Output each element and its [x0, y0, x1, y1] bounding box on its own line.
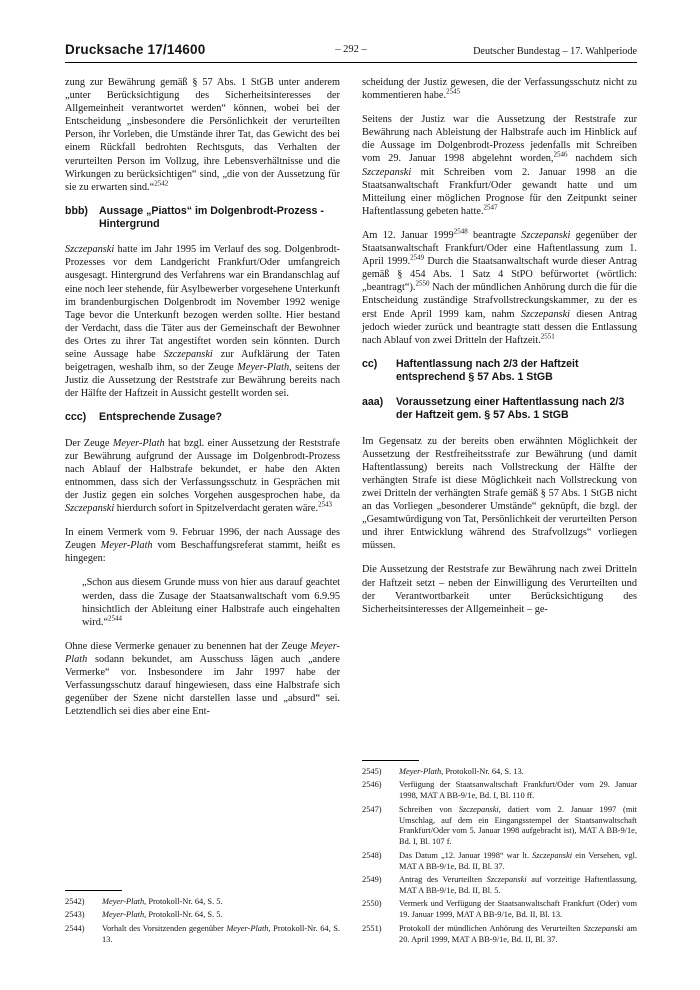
text-run: Protokoll der mündlichen Anhörung des Verurteilten: [399, 923, 584, 933]
footnote-ref: 2550: [415, 279, 430, 288]
text-run: Seitens der Justiz war die Aussetzung der Reststrafe zur Bewährung nach Ableistung der Halbstrafe auch im Hinblick auf die Aussage im Dolgenbrodt-Prozess jedenfalls mit Schreiben vom 29. Januar 1998 abgelehnt worden,: [362, 114, 637, 165]
text-run: Antrag des Verurteilten: [399, 875, 487, 885]
heading-text: [99, 411, 340, 424]
footnote-text: [399, 875, 637, 897]
text-run: Durch die Staatsanwaltschaft wurde dieser Antrag gemäß § 454 Abs. 1 Satz 4 StPO befürwortet (wörtlich: „beantragt“).: [362, 256, 637, 294]
section-heading: [362, 396, 637, 422]
footnote: [65, 924, 340, 946]
footnote-number: 2550): [362, 899, 382, 909]
text-run: Die Aussetzung der Reststrafe zur Bewährung nach zwei Dritteln der Haftzeit setzt – neben der Einwilligung des Verurteilten und der Verantwortbarkeit unter Berücksichtigung des Sicherheitsinteresses der Allgemeinheit – ge-: [362, 564, 637, 615]
footnote-text: [399, 899, 637, 921]
footnote: [362, 767, 637, 778]
text-run: , Protokoll-Nr. 64, S. 5.: [144, 910, 223, 920]
text-run: Ohne diese Vermerke genauer zu benennen hat der Zeuge: [65, 640, 311, 652]
text-run: vom Beschaffungsreferat stammt, heißt es hingegen:: [65, 540, 341, 565]
italic-text: Meyer-Plath: [100, 540, 153, 552]
left-column: [65, 76, 340, 948]
text-run: hat bzgl. einer Aussetzung der Reststrafe zur Bewährung aufgrund der Aussage im Dolgenbrodt-Prozess nach Ablauf der Halbstrafe bekundet, er habe den Akten entnommen, dass sich der Verfassungsschutz in Gesprächen mit der Justiz gegen ein solches Vorgehen ausgesprochen habe, da: [65, 437, 341, 501]
two-column-body: [65, 63, 637, 948]
footnote-number: 2548): [362, 850, 382, 860]
footnote-number: 2544): [65, 923, 85, 933]
italic-text: Szczepanski: [532, 850, 573, 860]
paragraph: [65, 640, 340, 719]
right-footnote-list: [362, 767, 637, 946]
footnote-ref: 2548: [453, 227, 468, 236]
text-run: Das Datum „12. Januar 1998“ war lt.: [399, 850, 533, 860]
text-run: Vorhalt des Vorsitzenden gegenüber: [102, 923, 227, 933]
paragraph: [65, 76, 340, 194]
italic-text: Meyer-Plath: [112, 437, 165, 449]
footnote: [362, 924, 637, 946]
text-run: , datiert vom 2. Januar 1997 (mit Umschlag, auf dem ein Eingangsstempel der Staatsanwaltschaft Frankfurt/Oder vom 5. Januar 1998 aufgebracht ist), MAT A BB-9/1e, Bd. I, Bl. 107 f.: [399, 804, 637, 847]
footnote: [362, 780, 637, 802]
heading-number: aaa): [362, 396, 384, 409]
text-run: scheidung der Justiz gewesen, die der Verfassungsschutz nicht zu kommentieren habe.: [362, 77, 637, 102]
text-run: hierdurch sofort in Spitzelverdacht geraten wäre.: [114, 503, 319, 515]
footnote-ref: 2551: [540, 332, 555, 341]
heading-number: cc): [362, 357, 378, 370]
left-footnote-list: [65, 897, 340, 946]
text-run: , Protokoll-Nr. 64, S. 5.: [144, 896, 223, 906]
footnote-number: 2549): [362, 875, 382, 885]
text-run: , seitens der Justiz die Aussetzung der Reststrafe zur Bewährung bereits nach der Hälfte der Haftzeit in Aussicht gestellt worden sei.: [65, 362, 340, 400]
footnote-text: [399, 924, 637, 946]
text-run: Haftentlassung nach 2/3 der Haftzeit entsprechend § 57 Abs. 1 StGB: [396, 357, 579, 383]
footnote-text: [399, 767, 637, 778]
paragraph: [362, 435, 637, 553]
text-run: diesen Antrag jedoch wieder zurück und beantragte statt dessen die Entlassung nach Ablauf von zwei Dritteln der Haftzeit.: [362, 308, 637, 346]
italic-text: Szczepanski: [521, 229, 571, 241]
footnote-text: [399, 851, 637, 873]
italic-text: Szczepanski: [362, 166, 412, 178]
text-run: Aussage „Piattos“ im Dolgenbrodt-Prozess - Hintergrund: [99, 204, 324, 231]
text-run: Nach der mündlichen Anhörung durch die für die Entscheidung zuständige Strafvollstreckungskammer, zu der es erst Ende April 1999 kam, nahm: [362, 282, 637, 320]
page-number: – 292 –: [335, 44, 367, 55]
block-quote: [65, 576, 340, 628]
italic-text: Szczepanski: [163, 349, 213, 360]
footnote-text: [102, 897, 340, 908]
footnote-text: [102, 924, 340, 946]
footnote-number: 2546): [362, 780, 382, 790]
footnote-text: [399, 780, 637, 802]
left-column-text: [65, 76, 340, 729]
italic-text: Szczepanski: [458, 804, 499, 814]
italic-text: Meyer-Plath: [237, 362, 290, 374]
document-number: [65, 42, 205, 57]
heading-number: ccc): [65, 411, 87, 424]
legislature-label: Deutscher Bundestag – 17. Wahlperiode: [473, 46, 637, 57]
footnote-ref: 2543: [318, 500, 333, 509]
heading-text: [396, 358, 637, 384]
text-run: mit Schreiben vom 2. Januar 1998 an die Staatsanwaltschaft Frankfurt/Oder gewandt hatte und um Mitteilung einer möglichen Prognose für den Zeitpunkt seiner Haftentlassung gebeten hatte.: [362, 166, 637, 217]
paragraph: [362, 229, 637, 347]
paragraph: [362, 563, 637, 615]
italic-text: Szczepanski: [486, 875, 527, 885]
page-header: [65, 42, 637, 57]
footnote: [362, 875, 637, 897]
text-run: Schreiben von: [399, 804, 459, 814]
italic-text: Meyer-Plath: [399, 766, 442, 776]
footnote-divider: [65, 890, 122, 891]
text-run: auf vorzeitige Haftentlassung, MAT A BB-9/1e, Bd. II, Bl. 5.: [399, 875, 637, 895]
text-run: Im Gegensatz zu der bereits oben erwähnten Möglichkeit der Aussetzung der Restfreiheitsstrafe zur Bewährung (und damit Haftentlassung) bereits nach Vollstreckung der Hälfte der verhängten Strafe ist diese Möglichkeit nach Vollstreckung von zwei Dritteln der verhängten Strafe gemäß § 57 Abs. 1 StGB nicht an das Vorliegen „besonderer Umstände“ geknüpft, die bzgl. der „Gesamtwürdigung von Tat, Persönlichkeit der verurteilten Person und ihrer Entwicklung während des Strafvollzugs“ vorliegen müssen.: [362, 435, 637, 552]
left-footnotes: [65, 890, 340, 948]
italic-text: Meyer-Plath: [65, 640, 340, 665]
italic-text: Meyer-Plath: [226, 923, 269, 933]
section-heading: [65, 411, 340, 424]
text-run: Voraussetzung einer Haftentlassung nach 2/3 der Haftzeit gem. § 57 Abs. 1 StGB: [396, 396, 625, 422]
footnote-text: [399, 805, 637, 849]
heading-text: [99, 205, 340, 231]
text-run: hatte im Jahr 1995 im Verlauf des sog. Dolgenbrodt-Prozesses vor dem Landgericht Frankfurt/Oder umfangreich ausgesagt. Hintergrund des Verfahrens war ein Brandanschlag auf eine noch leer stehende, für Asylbewerber vorgesehene Unterkunft im brandenburgischen Dolgenbrodt im November 1992 wenige Tage bevor die Unterkunft bezogen werden sollte. Hier bestand der Verdacht, dass die Täter aus der Gemeinschaft der Bewohner des Ortes zu ihrer Tat angestiftet worden sein könnten. Durch seine Aussage habe: [65, 244, 340, 360]
footnote-number: 2542): [65, 896, 85, 906]
paragraph: [65, 526, 340, 565]
italic-text: Szczepanski: [583, 923, 624, 933]
paragraph: [362, 113, 637, 218]
footnote: [362, 899, 637, 921]
italic-text: Szczepanski: [65, 503, 115, 515]
heading-number: bbb): [65, 204, 88, 217]
text-run: Vermerk und Verfügung der Staatsanwaltschaft Frankfurt (Oder) vom 19. Januar 1999, MAT A BB-9/1e, Bd. II, Bl. 13.: [399, 899, 637, 920]
text-run: Entsprechende Zusage?: [99, 411, 223, 424]
footnote-ref: 2547: [483, 203, 498, 212]
footnote-text: [102, 910, 340, 921]
footnote: [362, 805, 637, 849]
footnote-number: 2547): [362, 804, 382, 814]
heading-text: [396, 396, 637, 422]
section-heading: [362, 358, 637, 384]
footnote-number: 2551): [362, 923, 382, 933]
text-run: , Protokoll-Nr. 64, S. 13.: [102, 923, 341, 944]
text-run: Verfügung der Staatsanwaltschaft Frankfurt/Oder vom 29. Januar 1998, MAT A BB-9/1e, Bd. I, Bl. 110 ff.: [399, 780, 637, 801]
right-footnotes: [362, 760, 637, 948]
italic-text: Meyer-Plath: [102, 896, 145, 906]
text-run: Der Zeuge: [65, 437, 113, 449]
footnote-ref: 2545: [446, 87, 461, 96]
text-run: gegenüber der Staatsanwaltschaft Frankfurt/Oder eine Haftentlassung zum 1. April 1999.: [362, 229, 637, 268]
footnote: [65, 897, 340, 908]
footnote-ref: 2542: [154, 179, 169, 188]
text-run: beantragte: [467, 229, 522, 241]
text-run: nachdem sich: [567, 153, 637, 165]
footnote: [362, 851, 637, 873]
text-run: ein Versehen, vgl. MAT A BB-9/1e, Bd. II, Bl. 37.: [399, 850, 637, 871]
right-column-text: [362, 76, 637, 627]
paragraph: [65, 437, 340, 516]
doc-label: Drucksache: [65, 42, 144, 57]
footnote-ref: 2544: [108, 614, 123, 623]
text-run: „Schon aus diesem Grunde muss von hier aus darauf geachtet werden, dass die Zusage der Staatsanwaltschaft vom 6.9.95 hinsichtlich der Ableitung einer Halbstrafe auch eingehalten wird.“: [82, 577, 340, 628]
italic-text: Meyer-Plath: [102, 910, 145, 920]
doc-number-value: 17/14600: [147, 42, 206, 57]
text-run: am 20. April 1999, MAT A BB-9/1e, Bd. II, Bl. 37.: [399, 923, 637, 944]
paragraph: [362, 76, 637, 102]
text-run: zung zur Bewährung gemäß § 57 Abs. 1 StGB unter anderem „unter Berücksichtigung des Sicherheitsinteresses der Allgemeinheit verantwortet werden“ können, wobei bei der Entscheidung „insbesondere die Persönlichkeit der verurteilten Person, ihr Vorleben, die Umstände ihrer Tat, das Gewicht des bei einem Rückfall bedrohten Rechtsguts, das Verhalten der verurteilten Person im Vollzug, ihre Lebensverhältnisse und die Wirkungen zu berücksichtigen“ sind, „die von der Aussetzung für sie zu erwarten sind.“: [65, 77, 340, 193]
footnote-ref: 2546: [553, 151, 568, 160]
italic-text: Szczepanski: [520, 308, 571, 320]
footnote-divider: [362, 760, 419, 761]
text-run: Am 12. Januar 1999: [362, 229, 454, 241]
text-run: In einem Vermerk vom 9. Februar 1996, der nach Aussage des Zeugen: [65, 527, 340, 552]
right-column: [362, 76, 637, 948]
footnote-number: 2545): [362, 766, 382, 776]
footnote: [65, 910, 340, 921]
footnote-number: 2543): [65, 910, 85, 920]
italic-text: Szczepanski: [65, 244, 115, 256]
paragraph: [65, 243, 340, 400]
section-heading: [65, 205, 340, 231]
text-run: zur Aufklärung der Taten beigetragen, weshalb ihm, so der Zeuge: [65, 349, 340, 374]
footnote-ref: 2549: [410, 253, 425, 262]
text-run: , Protokoll-Nr. 64, S. 13.: [441, 766, 524, 776]
text-run: sodann bekundet, am Ausschuss lägen auch „andere Vermerke“ vor. Insbesondere im Jahr 1997 habe der Verfassungsschutz darauf hingewiesen, dass eine Halbstrafe sich gegenüber der Szene nicht darstellen lasse und „absurd“ sei. Letztendlich sei dies aber eine Ent-: [65, 653, 340, 718]
